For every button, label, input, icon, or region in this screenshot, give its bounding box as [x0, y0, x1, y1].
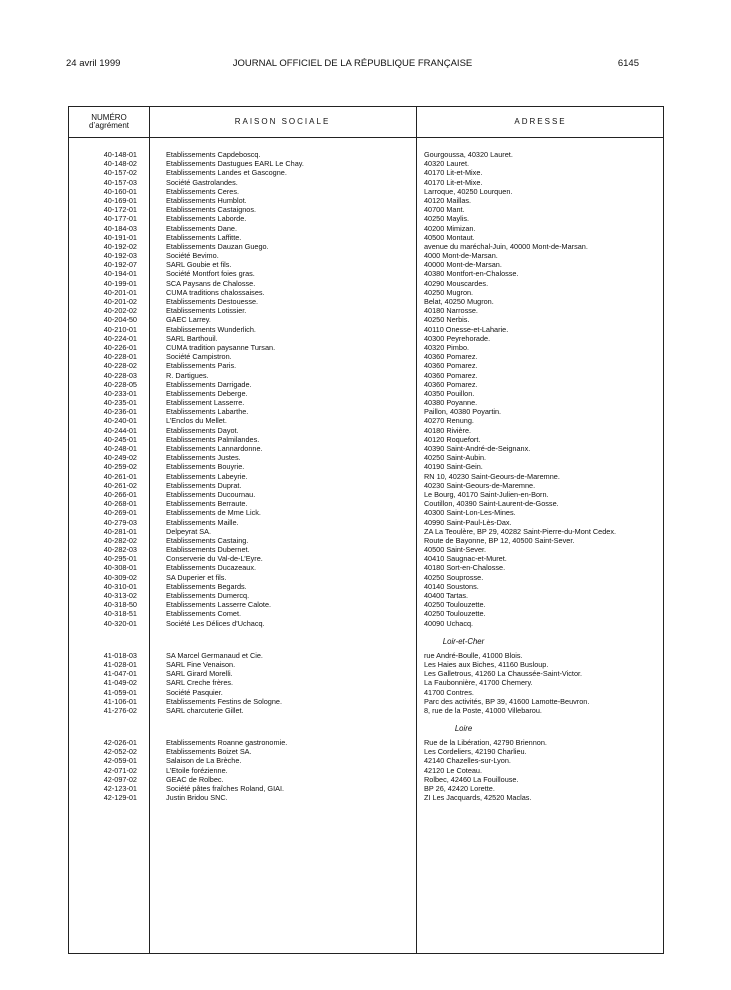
- agrement-number: 40-259-02: [103, 462, 137, 472]
- adresse: 40360 Pomarez.: [424, 370, 478, 380]
- header-divider: [69, 137, 663, 138]
- section-heading: Loir-et-Cher: [442, 636, 485, 646]
- raison-sociale: SARL Goubie et fils.: [166, 260, 232, 270]
- page-header: [66, 57, 639, 71]
- raison-sociale: Etablissements Deberge.: [166, 388, 248, 398]
- table-row: [69, 334, 663, 343]
- adresse: 40250 Nerbis.: [424, 315, 470, 325]
- raison-sociale: CUMA traditions chalossaises.: [166, 287, 265, 297]
- raison-sociale: Etablissements Laborde.: [166, 214, 247, 224]
- table-row: [69, 609, 663, 618]
- header-numero-label: NUMÉRO: [91, 113, 127, 122]
- adresse: 41700 Contres.: [424, 687, 474, 697]
- header-adresse: ADRESSE: [514, 117, 567, 126]
- raison-sociale: GAEC Larrey.: [166, 315, 211, 325]
- raison-sociale: Etablissements Landes et Gascogne.: [166, 168, 287, 178]
- agrement-number: 40-192-03: [103, 251, 137, 261]
- raison-sociale: Etablissements Begards.: [166, 581, 247, 591]
- table-row: [69, 214, 663, 223]
- raison-sociale: SARL Barthouil.: [166, 333, 218, 343]
- agrement-number: 41-276-02: [103, 705, 137, 715]
- approval-table: [68, 106, 664, 954]
- raison-sociale: Etablissements Wunderlich.: [166, 324, 256, 334]
- agrement-number: 40-210-01: [103, 324, 137, 334]
- agrement-number: 41-059-01: [103, 687, 137, 697]
- agrement-number: 40-245-01: [103, 434, 137, 444]
- table-row: [69, 563, 663, 572]
- table-row: [69, 306, 663, 315]
- table-row: [69, 260, 663, 269]
- raison-sociale: Etablissements de Mme Lick.: [166, 508, 261, 518]
- table-row: [69, 619, 663, 628]
- raison-sociale: Etablissements Castaing.: [166, 535, 249, 545]
- raison-sociale: Etablissements Darrigade.: [166, 379, 252, 389]
- agrement-number: 40-240-01: [103, 416, 137, 426]
- agrement-number: 41-047-01: [103, 669, 137, 679]
- raison-sociale: Delpeyrat SA.: [166, 526, 212, 536]
- table-row: [69, 426, 663, 435]
- adresse: 40360 Pomarez.: [424, 361, 478, 371]
- table-row: [69, 168, 663, 177]
- agrement-number: 42-052-02: [103, 747, 137, 757]
- header-numero: [69, 107, 149, 137]
- adresse: 40230 Saint-Geours-de-Maremne.: [424, 480, 536, 490]
- adresse: Le Bourg, 40170 Saint-Julien-en-Born.: [424, 489, 549, 499]
- header-numero-sublabel: d’agrément: [88, 121, 130, 130]
- raison-sociale: SARL Creche frères.: [166, 678, 234, 688]
- agrement-number: 40-310-01: [103, 581, 137, 591]
- table-row: [69, 499, 663, 508]
- agrement-number: 40-309-02: [103, 572, 137, 582]
- agrement-number: 40-160-01: [103, 186, 137, 196]
- agrement-number: 40-226-01: [103, 342, 137, 352]
- adresse: Rolbec, 42460 La Fouillouse.: [424, 774, 519, 784]
- table-row: [69, 279, 663, 288]
- table-row: [69, 224, 663, 233]
- agrement-number: 40-281-01: [103, 526, 137, 536]
- agrement-number: 40-261-01: [103, 471, 137, 481]
- adresse: 40380 Montfort-en-Chalosse.: [424, 269, 519, 279]
- agrement-number: 40-244-01: [103, 425, 137, 435]
- page-number: 6145: [617, 58, 639, 69]
- adresse: Paillon, 40380 Poyartin.: [424, 407, 502, 417]
- table-row: [69, 325, 663, 334]
- raison-sociale: SCA Paysans de Chalosse.: [166, 278, 256, 288]
- agrement-number: 40-224-01: [103, 333, 137, 343]
- adresse: 40290 Mouscardes.: [424, 278, 489, 288]
- journal-title: JOURNAL OFFICIEL DE LA RÉPUBLIQUE FRANÇAISE: [232, 58, 473, 69]
- table-row: [69, 251, 663, 260]
- agrement-number: 40-169-01: [103, 195, 137, 205]
- raison-sociale: Etablissements Dumercq.: [166, 591, 250, 600]
- adresse: 40300 Peyrehorade.: [424, 333, 491, 343]
- adresse: Les Haies aux Biches, 41160 Busloup.: [424, 659, 549, 669]
- agrement-number: 40-233-01: [103, 388, 137, 398]
- raison-sociale: Société Les Délices d’Uchacq.: [166, 618, 265, 628]
- table-row: [69, 343, 663, 352]
- table-row: [69, 545, 663, 554]
- table-row: [69, 187, 663, 196]
- raison-sociale: CUMA tradition paysanne Tursan.: [166, 342, 276, 352]
- agrement-number: 42-059-01: [103, 756, 137, 766]
- agrement-number: 40-194-01: [103, 269, 137, 279]
- agrement-number: 40-177-01: [103, 214, 137, 224]
- adresse: Parc des activités, BP 39, 41600 Lamotte-Beuvron.: [424, 696, 590, 706]
- table-row: [69, 159, 663, 168]
- raison-sociale: Etablissements Dastugues EARL Le Chay.: [166, 159, 304, 169]
- table-row: [69, 389, 663, 398]
- raison-sociale: Etablissements Dubernet.: [166, 545, 250, 555]
- agrement-number: 40-318-51: [103, 609, 137, 619]
- agrement-number: 40-235-01: [103, 398, 137, 408]
- table-row: [69, 150, 663, 159]
- raison-sociale: Etablissements Ducazeaux.: [166, 563, 257, 573]
- table-row: [69, 315, 663, 324]
- agrement-number: 40-269-01: [103, 508, 137, 518]
- table-row: [69, 462, 663, 471]
- agrement-number: 40-308-01: [103, 563, 137, 573]
- raison-sociale: Etablissements Justes.: [166, 453, 241, 463]
- adresse: 40300 Saint-Lon-Les-Mines.: [424, 508, 516, 518]
- agrement-number: 40-295-01: [103, 554, 137, 564]
- raison-sociale: Société Campistron.: [166, 352, 232, 362]
- table-row: [69, 738, 663, 747]
- adresse: 40270 Renung.: [424, 416, 474, 426]
- adresse: Route de Bayonne, BP 12, 40500 Saint-Sever.: [424, 535, 575, 545]
- adresse: 40990 Saint-Paul-Lès-Dax.: [424, 517, 512, 527]
- table-row: [69, 591, 663, 600]
- agrement-number: 40-228-02: [103, 361, 137, 371]
- adresse: 40180 Narrosse.: [424, 306, 478, 316]
- table-row: [69, 472, 663, 481]
- agrement-number: 40-201-01: [103, 287, 137, 297]
- agrement-number: 40-148-01: [103, 150, 137, 159]
- adresse: 40320 Lauret.: [424, 159, 470, 169]
- raison-sociale: L’Etoile forézienne.: [166, 765, 228, 775]
- adresse: rue André-Boulle, 41000 Blois.: [424, 650, 523, 660]
- adresse: 40250 Saint-Aubin.: [424, 453, 487, 463]
- adresse: ZI Les Jacquards, 42520 Maclas.: [424, 793, 532, 803]
- raison-sociale: Etablissements Destouesse.: [166, 297, 259, 306]
- table-row: [69, 600, 663, 609]
- table-row: [69, 573, 663, 582]
- table-row: [69, 706, 663, 715]
- adresse: Les Cordeliers, 42190 Charlieu.: [424, 747, 527, 757]
- raison-sociale: Etablissements Boizet SA.: [166, 747, 252, 757]
- agrement-number: 40-261-02: [103, 480, 137, 490]
- agrement-number: 40-249-02: [103, 453, 137, 463]
- raison-sociale: SARL charcuterie Gillet.: [166, 705, 244, 715]
- raison-sociale: Etablissements Dayot.: [166, 425, 239, 435]
- adresse: avenue du maréchal-Juin, 40000 Mont-de-Marsan.: [424, 241, 588, 251]
- raison-sociale: Etablissements Ceres.: [166, 186, 239, 196]
- table-row: [69, 508, 663, 517]
- adresse: 40180 Rivière.: [424, 425, 472, 435]
- table-row: [69, 435, 663, 444]
- agrement-number: 40-202-02: [103, 306, 137, 316]
- agrement-number: 40-191-01: [103, 232, 137, 242]
- adresse: 40000 Mont-de-Marsan.: [424, 260, 502, 270]
- table-row: [69, 651, 663, 660]
- table-row: [69, 669, 663, 678]
- table-row: [69, 481, 663, 490]
- raison-sociale: R. Dartigues.: [166, 370, 209, 380]
- table-row: [69, 371, 663, 380]
- adresse: 40250 Mugron.: [424, 287, 474, 297]
- adresse: 40390 Saint-André-de-Seignanx.: [424, 444, 531, 453]
- adresse: 40360 Pomarez.: [424, 379, 478, 389]
- adresse: La Faubonnière, 41700 Chemery.: [424, 678, 533, 688]
- table-row: [69, 196, 663, 205]
- adresse: RN 10, 40230 Saint-Geours-de-Maremne.: [424, 471, 560, 481]
- adresse: 40250 Maylis.: [424, 214, 470, 224]
- agrement-number: 40-268-01: [103, 499, 137, 509]
- raison-sociale: Justin Bridou SNC.: [166, 793, 228, 803]
- agrement-number: 42-123-01: [103, 784, 137, 793]
- table-row: [69, 297, 663, 306]
- agrement-number: 40-201-02: [103, 297, 137, 306]
- raison-sociale: Etablissements Humblot.: [166, 195, 247, 205]
- raison-sociale: Etablissements Dauzan Guego.: [166, 241, 269, 251]
- raison-sociale: Etablissements Labarthe.: [166, 407, 249, 417]
- table-body: [69, 150, 663, 802]
- adresse: Les Galletrous, 41260 La Chaussée-Saint-Victor.: [424, 669, 583, 679]
- raison-sociale: Etablissements Laffitte.: [166, 232, 242, 242]
- raison-sociale: Etablissements Labeyrie.: [166, 471, 248, 481]
- table-row: [69, 793, 663, 802]
- table-row: [69, 678, 663, 687]
- adresse: 40250 Toulouzette.: [424, 609, 486, 619]
- table-row: [69, 490, 663, 499]
- adresse: 40320 Pimbo.: [424, 342, 470, 352]
- agrement-number: 40-318-50: [103, 600, 137, 610]
- adresse: 40500 Montaut.: [424, 232, 475, 242]
- table-row: [69, 398, 663, 407]
- adresse: Rue de la Libération, 42790 Briennon.: [424, 738, 547, 748]
- table-row: [69, 380, 663, 389]
- adresse: BP 26, 42420 Lorette.: [424, 784, 495, 793]
- agrement-number: 42-129-01: [103, 793, 137, 803]
- adresse: 40360 Pomarez.: [424, 352, 478, 362]
- table-row: [69, 407, 663, 416]
- agrement-number: 40-313-02: [103, 591, 137, 600]
- agrement-number: 41-028-01: [103, 659, 137, 669]
- raison-sociale: Etablissements Maille.: [166, 517, 239, 527]
- adresse: 40350 Pouillon.: [424, 388, 475, 398]
- agrement-number: 40-282-03: [103, 545, 137, 555]
- table-row: [69, 361, 663, 370]
- table-row: [69, 756, 663, 765]
- raison-sociale: SA Duperier et fils.: [166, 572, 227, 582]
- agrement-number: 40-148-02: [103, 159, 137, 169]
- agrement-number: 40-172-01: [103, 205, 137, 215]
- adresse: 42140 Chazelles-sur-Lyon.: [424, 756, 511, 766]
- agrement-number: 42-071-02: [103, 765, 137, 775]
- raison-sociale: Etablissements Castaignos.: [166, 205, 257, 215]
- raison-sociale: L’Enclos du Mellet.: [166, 416, 227, 426]
- agrement-number: 40-157-03: [103, 177, 137, 187]
- table-row: [69, 527, 663, 536]
- table-row: [69, 536, 663, 545]
- raison-sociale: Société pâtes fraîches Roland, GIAI.: [166, 784, 285, 793]
- raison-sociale: Etablissements Bouyrie.: [166, 462, 245, 472]
- adresse: 40090 Uchacq.: [424, 618, 474, 628]
- adresse: 40190 Saint-Gein.: [424, 462, 483, 472]
- adresse: 4000 Mont-de-Marsan.: [424, 251, 498, 261]
- agrement-number: 40-236-01: [103, 407, 137, 417]
- table-row: [69, 444, 663, 453]
- table-row: [69, 688, 663, 697]
- table-row: [69, 242, 663, 251]
- header-raison-sociale: RAISON SOCIALE: [234, 117, 331, 126]
- adresse: 40140 Soustons.: [424, 581, 479, 591]
- agrement-number: 42-026-01: [103, 738, 137, 748]
- agrement-number: 42-097-02: [103, 774, 137, 784]
- raison-sociale: GEAC de Rolbec.: [166, 774, 224, 784]
- raison-sociale: SARL Fine Venaison.: [166, 659, 236, 669]
- raison-sociale: Etablissement Lasserre.: [166, 398, 245, 408]
- agrement-number: 40-192-02: [103, 241, 137, 251]
- raison-sociale: Conserverie du Val-de-L’Eyre.: [166, 554, 263, 564]
- raison-sociale: Etablissements Paris.: [166, 361, 237, 371]
- adresse: 40250 Toulouzette.: [424, 600, 486, 610]
- agrement-number: 40-228-03: [103, 370, 137, 380]
- raison-sociale: Société Montfort foies gras.: [166, 269, 255, 279]
- agrement-number: 41-049-02: [103, 678, 137, 688]
- agrement-number: 41-018-03: [103, 650, 137, 660]
- adresse: 40120 Maillas.: [424, 195, 472, 205]
- adresse: Coutillon, 40390 Saint-Laurent-de-Gosse.: [424, 499, 559, 509]
- agrement-number: 40-192-07: [103, 260, 137, 270]
- table-row: [69, 416, 663, 425]
- table-row: [69, 660, 663, 669]
- raison-sociale: Société Gastrolandes.: [166, 177, 238, 187]
- raison-sociale: Etablissements Roanne gastronomie.: [166, 738, 288, 748]
- adresse: 40380 Poyanne.: [424, 398, 478, 408]
- table-row: [69, 288, 663, 297]
- raison-sociale: Société Pasquier.: [166, 687, 223, 697]
- adresse: ZA La Teoulère, BP 29, 40282 Saint-Pierre-du-Mont Cedex.: [424, 526, 616, 536]
- agrement-number: 40-320-01: [103, 618, 137, 628]
- agrement-number: 40-228-01: [103, 352, 137, 362]
- agrement-number: 41-106-01: [103, 696, 137, 706]
- agrement-number: 40-248-01: [103, 444, 137, 453]
- raison-sociale: SA Marcel Germanaud et Cie.: [166, 650, 263, 660]
- adresse: 40200 Mimizan.: [424, 223, 476, 233]
- adresse: 40400 Tartas.: [424, 591, 469, 600]
- table-row: [69, 352, 663, 361]
- agrement-number: 40-228-05: [103, 379, 137, 389]
- raison-sociale: Salaison de La Brèche.: [166, 756, 242, 766]
- section-heading: Loire: [454, 724, 473, 734]
- adresse: 40250 Souprosse.: [424, 572, 484, 582]
- issue-date: 24 avril 1999: [66, 58, 121, 69]
- raison-sociale: Etablissements Lasserre Calote.: [166, 600, 272, 610]
- raison-sociale: Etablissements Ducournau.: [166, 489, 256, 499]
- table-row: [69, 554, 663, 563]
- raison-sociale: Etablissements Lannardonne.: [166, 444, 263, 453]
- raison-sociale: Etablissements Palmilandes.: [166, 434, 260, 444]
- raison-sociale: Etablissements Lotissier.: [166, 306, 247, 316]
- adresse: 40410 Saugnac-et-Muret.: [424, 554, 507, 564]
- raison-sociale: Etablissements Dane.: [166, 223, 237, 233]
- table-row: [69, 697, 663, 706]
- adresse: Gourgoussa, 40320 Lauret.: [424, 150, 513, 159]
- raison-sociale: Etablissements Comet.: [166, 609, 242, 619]
- agrement-number: 40-157-02: [103, 168, 137, 178]
- table-row: [69, 747, 663, 756]
- agrement-number: 40-199-01: [103, 278, 137, 288]
- adresse: 40110 Onesse-et-Laharie.: [424, 324, 509, 334]
- agrement-number: 40-279-03: [103, 517, 137, 527]
- raison-sociale: Etablissements Capdeboscq.: [166, 150, 261, 159]
- table-row: [69, 518, 663, 527]
- adresse: 40180 Sort-en-Chalosse.: [424, 563, 506, 573]
- raison-sociale: SARL Girard Morelli.: [166, 669, 233, 679]
- table-row: [69, 784, 663, 793]
- agrement-number: 40-266-01: [103, 489, 137, 499]
- adresse: 40170 Lit-et-Mixe.: [424, 168, 483, 178]
- adresse: 40700 Mant.: [424, 205, 465, 215]
- table-row: [69, 269, 663, 278]
- agrement-number: 40-204-50: [103, 315, 137, 325]
- adresse: Larroque, 40250 Lourquen.: [424, 186, 513, 196]
- adresse: 40500 Saint-Sever.: [424, 545, 487, 555]
- raison-sociale: Etablissements Berraute.: [166, 499, 248, 509]
- adresse: 40170 Lit-et-Mixe.: [424, 177, 483, 187]
- agrement-number: 40-282-02: [103, 535, 137, 545]
- adresse: 40120 Roquefort.: [424, 434, 481, 444]
- raison-sociale: Etablissements Duprat.: [166, 480, 242, 490]
- table-row: [69, 453, 663, 462]
- raison-sociale: Société Bevimo.: [166, 251, 219, 261]
- table-row: [69, 233, 663, 242]
- table-row: [69, 205, 663, 214]
- raison-sociale: Etablissements Festins de Sologne.: [166, 696, 283, 706]
- table-row: [69, 766, 663, 775]
- table-row: [69, 582, 663, 591]
- adresse: 8, rue de la Poste, 41000 Villebarou.: [424, 705, 542, 715]
- adresse: 42120 Le Coteau.: [424, 765, 483, 775]
- adresse: Belat, 40250 Mugron.: [424, 297, 494, 306]
- table-row: [69, 775, 663, 784]
- agrement-number: 40-184-03: [103, 223, 137, 233]
- table-row: [69, 178, 663, 187]
